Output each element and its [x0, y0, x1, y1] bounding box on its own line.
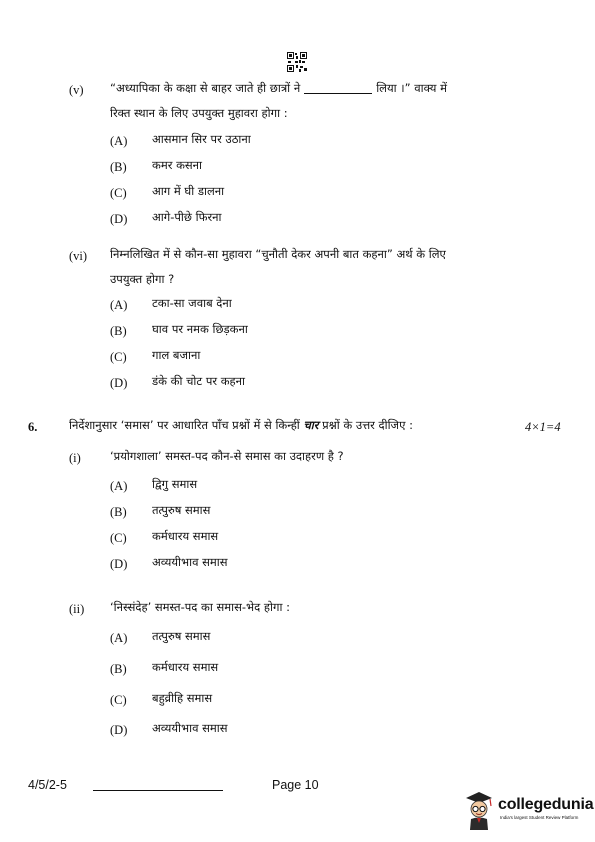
question-number: (vi)	[69, 249, 88, 263]
question-text-line2: उपयुक्त होगा ?	[110, 272, 175, 286]
collegedunia-logo	[462, 790, 592, 830]
instruction-text: प्रश्नों के उत्तर दीजिए :	[322, 418, 413, 432]
option-text: डंके की चोट पर कहना	[152, 374, 246, 388]
option-text: बहुव्रीहि समास	[152, 691, 213, 705]
question-number: (i)	[69, 451, 81, 465]
option-letter: (A)	[110, 479, 128, 493]
option-text: कर्मधारय समास	[152, 660, 219, 674]
option-text: तत्पुरुष समास	[152, 503, 211, 517]
question-text: लिया ।” वाक्य में	[376, 81, 447, 95]
question-text-line1	[110, 81, 447, 96]
mascot-icon	[462, 790, 496, 830]
paper-code: 4/5/2-5	[28, 778, 67, 792]
option-text: कमर कसना	[152, 158, 203, 172]
fill-blank	[304, 93, 372, 94]
page-number: Page 10	[272, 778, 319, 792]
option-letter: (D)	[110, 376, 128, 390]
option-text: आसमान सिर पर उठाना	[152, 132, 251, 146]
option-letter: (C)	[110, 531, 127, 545]
question-text-line2: रिक्त स्थान के लिए उपयुक्त मुहावरा होगा :	[110, 106, 288, 120]
question-number: (ii)	[69, 602, 85, 616]
question-text: “अध्यापिका के कक्षा से बाहर जाते ही छात्रों ने	[110, 81, 301, 95]
option-letter: (B)	[110, 324, 127, 338]
option-text: द्विगु समास	[152, 477, 198, 491]
logo-wordmark: collegedunia	[498, 796, 594, 813]
question-number: 6.	[28, 420, 38, 434]
option-text: अव्ययीभाव समास	[152, 555, 228, 569]
option-text: टका-सा जवाब देना	[152, 296, 232, 310]
footer-rule	[93, 790, 223, 791]
option-letter: (B)	[110, 160, 127, 174]
option-text: अव्ययीभाव समास	[152, 721, 228, 735]
question-text-line1: निम्नलिखित में से कौन-सा मुहावरा “चुनौती देकर अपनी बात कहना” अर्थ के लिए	[110, 247, 446, 261]
logo-tagline: India's largest Student Review Platform	[500, 815, 579, 820]
option-text: गाल बजाना	[152, 348, 201, 362]
option-letter: (A)	[110, 298, 128, 312]
qr-code	[287, 52, 307, 72]
question-text-line1: ‘प्रयोगशाला’ समस्त-पद कौन-से समास का उदाहरण है ?	[110, 449, 344, 463]
marks-allocation: 4×1=4	[525, 420, 561, 434]
question-instruction	[69, 418, 413, 433]
option-letter: (C)	[110, 186, 127, 200]
option-text: आगे-पीछे फिरना	[152, 210, 222, 224]
instruction-emphasis: चार	[303, 418, 319, 432]
question-text-line1: ‘निस्संदेह’ समस्त-पद का समास-भेद होगा :	[110, 600, 290, 614]
option-letter: (A)	[110, 631, 128, 645]
option-letter: (D)	[110, 723, 128, 737]
option-letter: (B)	[110, 662, 127, 676]
option-letter: (D)	[110, 212, 128, 226]
option-text: तत्पुरुष समास	[152, 629, 211, 643]
option-letter: (B)	[110, 505, 127, 519]
option-letter: (C)	[110, 350, 127, 364]
option-letter: (C)	[110, 693, 127, 707]
option-text: घाव पर नमक छिड़कना	[152, 322, 248, 336]
question-number: (v)	[69, 83, 84, 97]
option-letter: (D)	[110, 557, 128, 571]
instruction-text: निर्देशानुसार ‘समास’ पर आधारित पाँच प्रश्नों में से किन्हीं	[69, 418, 300, 432]
option-text: आग में घी डालना	[152, 184, 225, 198]
option-text: कर्मधारय समास	[152, 529, 219, 543]
option-letter: (A)	[110, 134, 128, 148]
